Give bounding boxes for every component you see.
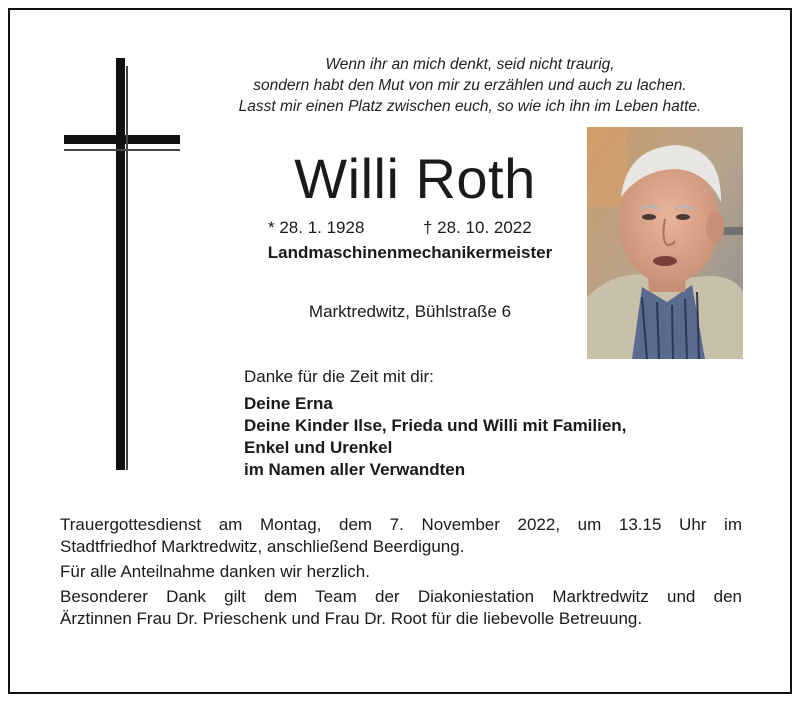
signature-line: im Namen aller Verwandten [244,460,466,479]
sympathy-thanks: Für alle Anteilnahme danken wir herzlich. [60,562,370,581]
signature-line: Deine Erna [244,394,333,413]
quote-line: Lasst mir einen Platz zwischen euch, so wie ich ihn im Leben hatte. [238,98,702,115]
special-thanks-line: Ärztinnen Frau Dr. Prieschenk und Frau Dr. Root für die liebevolle Betreuung. [60,609,643,628]
special-thanks [60,586,742,630]
thanks-intro: Danke für die Zeit mit dir: [244,367,434,386]
birth-date: * 28. 1. 1928 [268,218,365,237]
address: Marktredwitz, Bühlstraße 6 [308,302,512,321]
profession: Landmaschinenmechanikermeister [267,243,553,262]
death-date: † 28. 10. 2022 [423,218,532,237]
deceased-name: Willi Roth [294,147,536,210]
service-info [60,514,742,633]
signature-line: Enkel und Urenkel [244,438,393,457]
portrait-photo [587,127,743,359]
funeral-service-line: Stadtfriedhof Marktredwitz, anschließend Beerdigung. [60,537,465,556]
memorial-quote [190,54,750,117]
thanks-section [244,366,724,481]
funeral-service [60,514,742,558]
funeral-service-line: Trauergottesdienst am Montag, dem 7. November 2022, um 13.15 Uhr im [60,515,742,534]
quote-line: sondern habt den Mut von mir zu erzählen und auch zu lachen. [253,77,687,94]
special-thanks-line: Besonderer Dank gilt dem Team der Diakoniestation Marktredwitz und den [60,587,742,606]
signature-line: Deine Kinder Ilse, Frieda und Willi mit Familien, [244,416,627,435]
quote-line: Wenn ihr an mich denkt, seid nicht traurig, [325,56,615,73]
